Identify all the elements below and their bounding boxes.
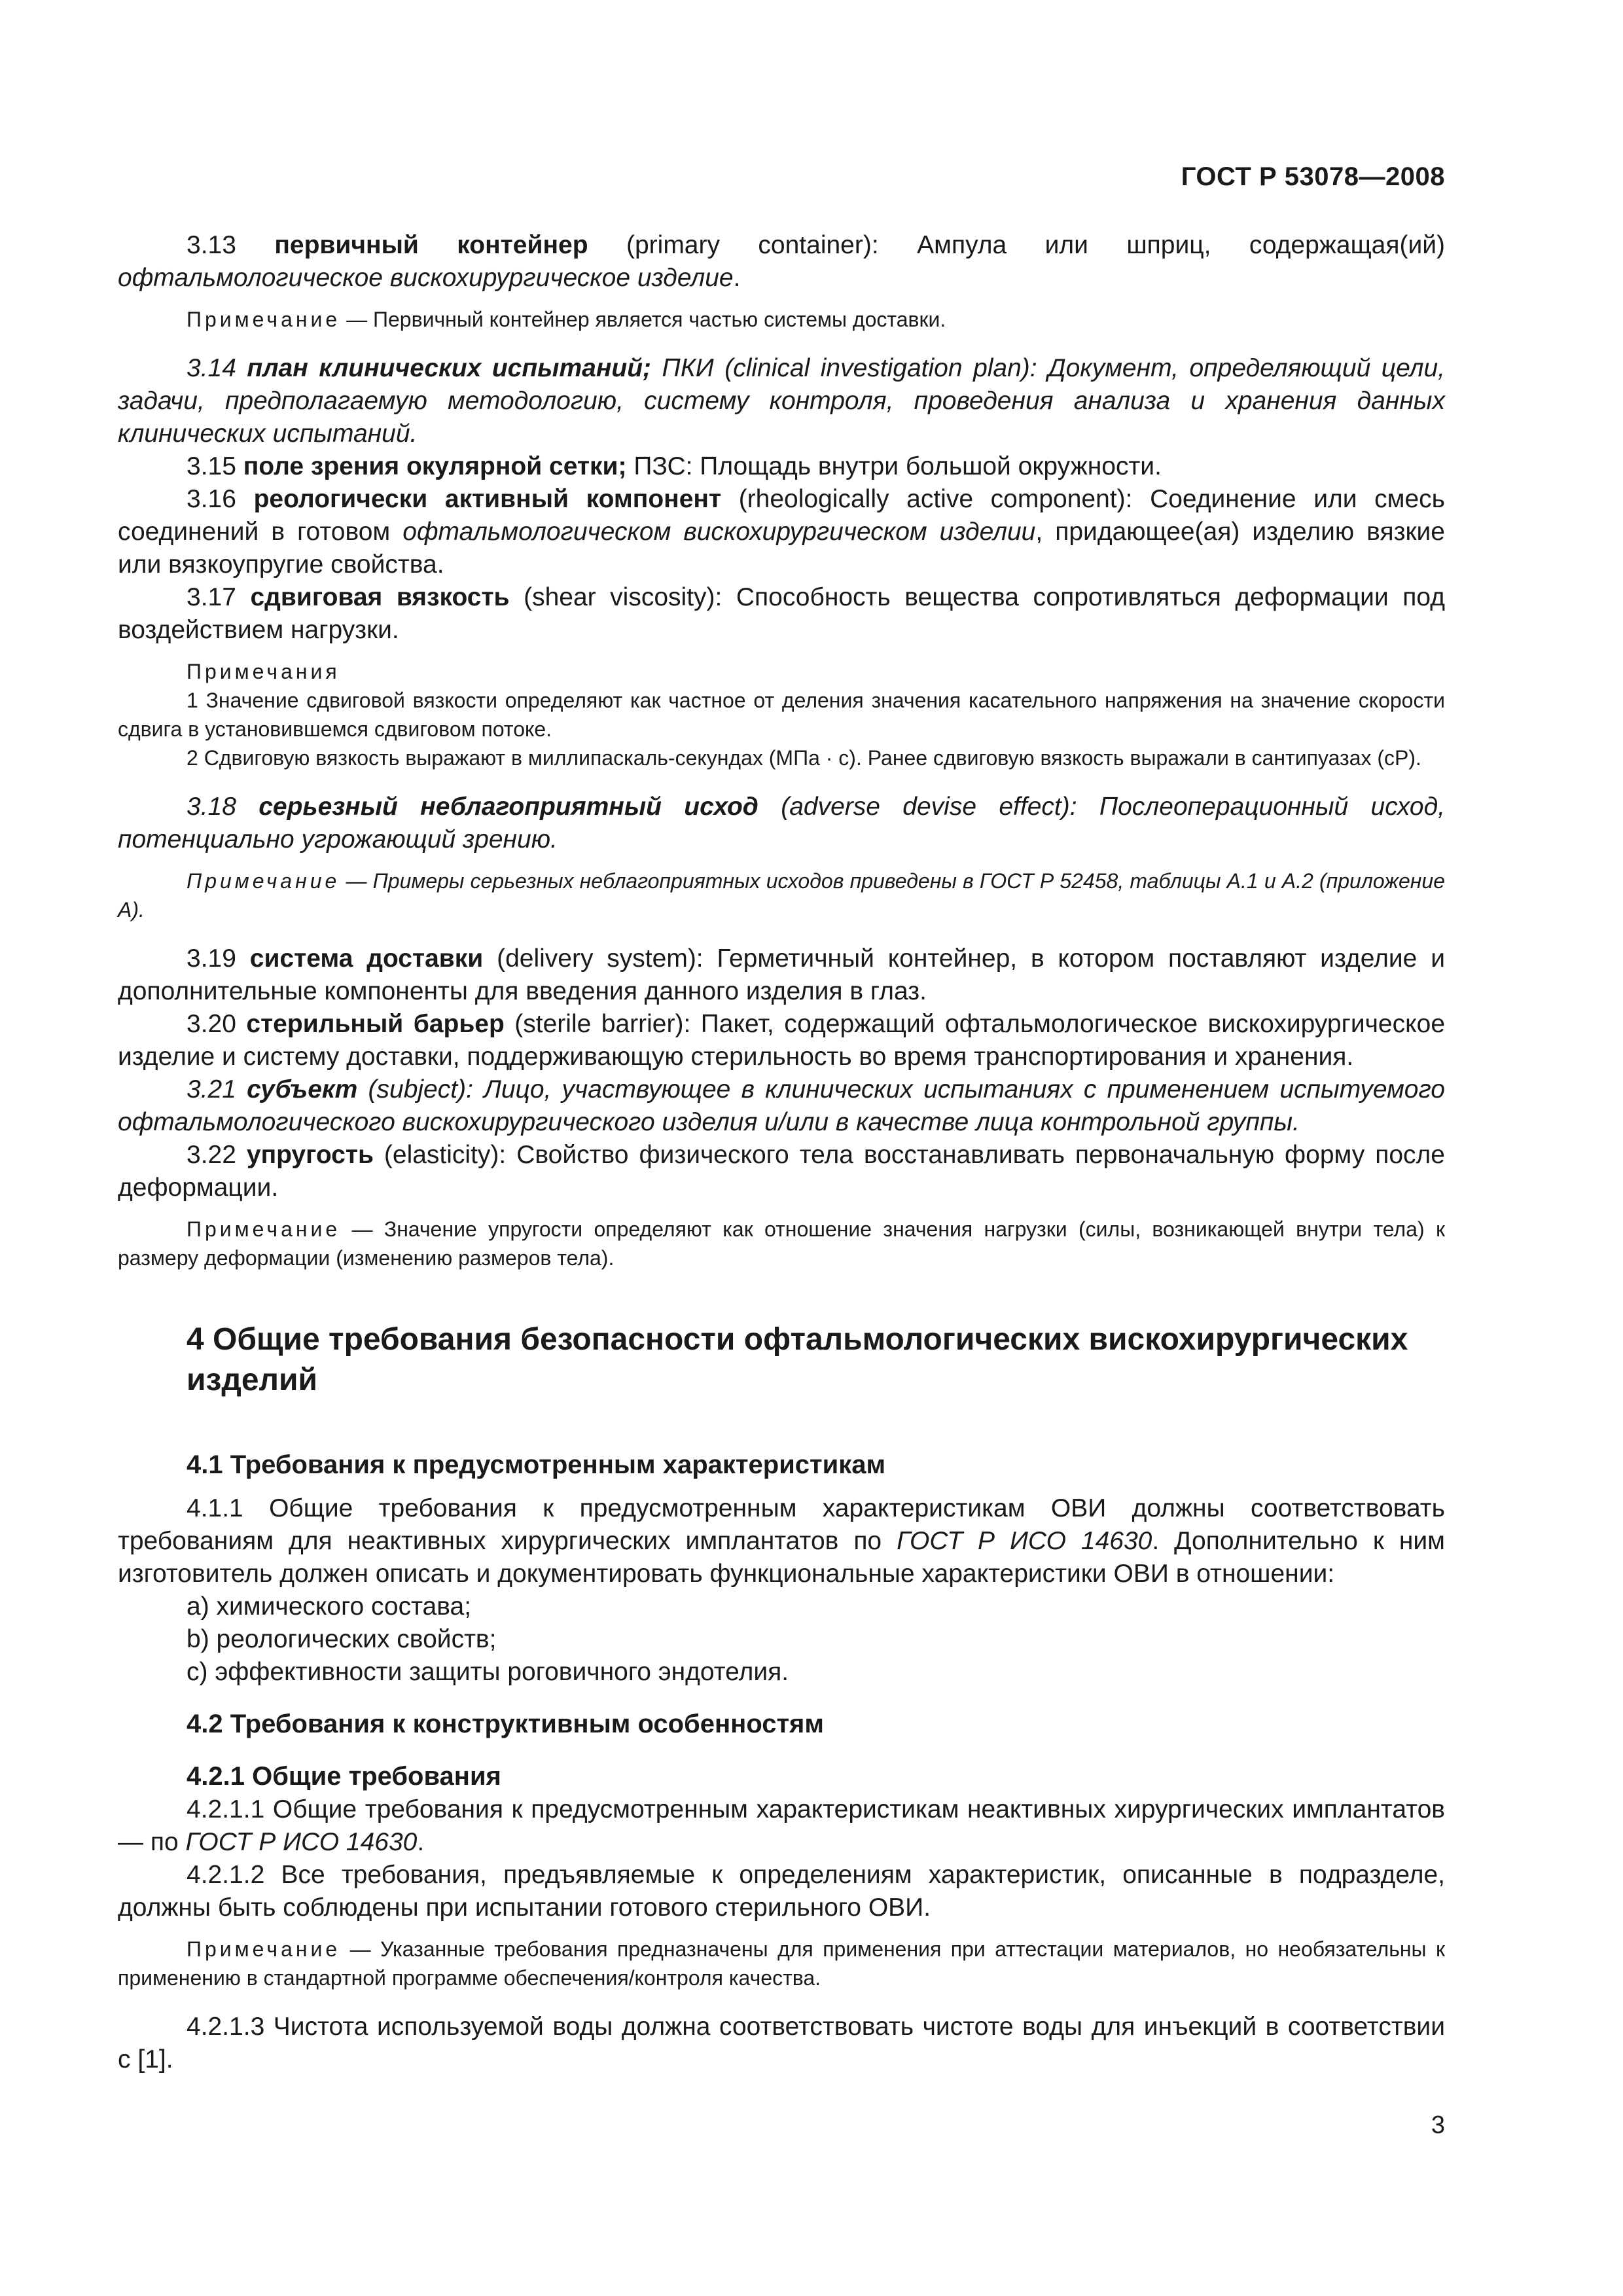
paragraph-4-2-1-3: 4.2.1.3 Чистота используемой воды должна соответствовать чистоте воды для инъекций в соответствии с [1]. (118, 2013, 1445, 2073)
term-english: (primary container) (626, 231, 872, 259)
section-4-heading: 4 Общие требования безопасности офтальмологических вискохирургических изделий (187, 1322, 1408, 1397)
term-3-18 (118, 791, 1445, 856)
list-item-b: b) реологических свойств; (187, 1625, 497, 1653)
term-definition-italic: офтальмологическое вискохирургическое изделие (118, 264, 734, 292)
note-3-17-1: 1 Значение сдвиговой вязкости определяют как частное от деления значения касательного напряжения на значение скорости сдвига в установившемся сдвиговом потоке. (118, 689, 1445, 741)
note-text: — Первичный контейнер является частью системы доставки. (340, 308, 946, 331)
term-3-15 (118, 450, 1445, 483)
term-definition: (subject): Лицо, участвующее в клинических испытаниях с применением испытуемого офтальмологического вискохирургического изделия и/или в качестве лица контрольной группы. (118, 1075, 1445, 1136)
note-label: Примечание (187, 869, 340, 893)
note-label: Примечание (187, 308, 341, 331)
term-number: 3.14 (187, 354, 236, 382)
note-3-18 (118, 867, 1445, 924)
term-name: упругость (246, 1141, 374, 1169)
term-name: сдвиговая вязкость (250, 583, 510, 611)
note-3-22 (118, 1215, 1445, 1272)
term-number: 3.13 (187, 231, 236, 259)
term-name: поле зрения окулярной сетки; (243, 452, 627, 480)
term-definition: ПКИ (clinical investigation plan): Документ, определяющий цели, задачи, предполагаемую методологию, систему контроля, проведения анализа и хранения данных клинических испытаний. (118, 354, 1445, 448)
term-3-17 (118, 581, 1445, 647)
paragraph-4-2-1-2: 4.2.1.2 Все требования, предъявляемые к определениям характеристик, описанные в подразделе, должны быть соблюдены при испытании готового стерильного ОВИ. (118, 1861, 1445, 1922)
term-3-16 (118, 483, 1445, 581)
note-text: — Указанные требования предназначены для применения при аттестации материалов, но необязательны к применению в стандартной программе обеспечения/контроля качества. (118, 1937, 1445, 1990)
standard-reference: ГОСТ Р ИСО 14630 (897, 1527, 1152, 1555)
term-number: 3.17 (187, 583, 236, 611)
page-header: ГОСТ Р 53078—2008 (1181, 162, 1445, 191)
paragraph-text-end: . Дополнительно к ним изготовитель должен описать и документировать функциональные характеристики ОВИ в отношении: (118, 1527, 1445, 1588)
note-3-17-2: 2 Сдвиговую вязкость выражают в миллипаскаль-секундах (МПа · с). Ранее сдвиговую вязкость выражали в сантипуазах (сР). (187, 746, 1421, 770)
term-name: стерильный барьер (246, 1010, 505, 1038)
term-number: 3.15 (187, 452, 236, 480)
term-number: 3.18 (187, 793, 236, 821)
term-definition-end: . (733, 264, 741, 292)
term-3-22 (118, 1139, 1445, 1204)
term-name: план клинических испытаний; (247, 354, 652, 382)
section-4-1-heading: 4.1 Требования к предусмотренным характеристикам (187, 1450, 886, 1479)
term-number: 3.21 (187, 1075, 236, 1103)
notes-label-3-17 (118, 657, 1445, 686)
note-3-13 (118, 305, 1445, 334)
list-item-a: a) химического состава; (187, 1592, 472, 1621)
term-3-20 (118, 1008, 1445, 1073)
paragraph-4-1-1 (118, 1492, 1445, 1590)
page-number: 3 (1431, 2111, 1445, 2139)
section-4-2-heading: 4.2 Требования к конструктивным особенностям (187, 1710, 824, 1738)
term-name: первичный контейнер (274, 231, 588, 259)
term-definition: (rheologically active component): Соединение или смесь соединений в готовом (118, 485, 1445, 546)
paragraph-text: 4.2.1.1 Общие требования к предусмотренным характеристикам неактивных хирургических имплантатов — по (118, 1795, 1445, 1856)
document-body (118, 229, 1445, 2076)
notes-label: Примечания (187, 660, 340, 683)
standard-reference: ГОСТ Р ИСО 14630 (185, 1828, 418, 1856)
term-definition-italic: офтальмологическом вискохирургическом изделии (402, 518, 1036, 546)
term-definition: (delivery system): Герметичный контейнер, в котором поставляют изделие и дополнительные компоненты для введения данного изделия в глаз. (118, 944, 1445, 1005)
note-label: Примечание (187, 1217, 341, 1241)
paragraph-text-end: . (417, 1828, 425, 1856)
term-name: субъект (247, 1075, 358, 1103)
term-definition-end: , придающее(ая) изделию вязкие или вязкоупругие свойства. (118, 518, 1445, 579)
term-number: 3.20 (187, 1010, 236, 1038)
term-number: 3.22 (187, 1141, 236, 1169)
term-definition: : Ампула или шприц, содержащая(ий) (871, 231, 1446, 259)
note-text: — Примеры серьезных неблагоприятных исходов приведены в ГОСТ Р 52458, таблицы А.1 и А.2 (приложение А). (118, 869, 1445, 922)
term-3-13 (118, 229, 1445, 295)
note-text: — Значение упругости определяют как отношение значения нагрузки (силы, возникающей внутри тела) к размеру деформации (изменению размеров тела). (118, 1217, 1445, 1270)
term-name: серьезный неблагоприятный исход (259, 793, 758, 821)
term-3-21 (118, 1073, 1445, 1139)
term-3-14 (118, 352, 1445, 450)
term-name: реологически активный компонент (253, 485, 722, 513)
term-definition: (sterile barrier): Пакет, содержащий офтальмологическое вискохирургическое изделие и систему доставки, поддерживающую стерильность во время транспортирования и хранения. (118, 1010, 1446, 1071)
term-definition: (shear viscosity): Способность вещества сопротивляться деформации под воздействием нагрузки. (118, 583, 1446, 644)
term-number: 3.16 (187, 485, 236, 513)
term-definition: (elasticity): Свойство физического тела восстанавливать первоначальную форму после деформации. (118, 1141, 1445, 1202)
term-definition: (adverse devise effect): Послеоперационный исход, потенциально угрожающий зрению. (118, 793, 1445, 853)
term-definition: ПЗС: Площадь внутри большой окружности. (626, 452, 1162, 480)
paragraph-4-2-1-1 (118, 1793, 1445, 1859)
list-item-c: c) эффективности защиты роговичного эндотелия. (187, 1658, 789, 1686)
note-4-2-1-2 (118, 1935, 1445, 1992)
term-number: 3.19 (187, 944, 236, 973)
paragraph-text: 4.1.1 Общие требования к предусмотренным характеристикам ОВИ должны соответствовать требованиям для неактивных хирургических имплантатов по (118, 1494, 1445, 1555)
note-label: Примечание (187, 1937, 341, 1961)
term-name: система доставки (249, 944, 484, 973)
term-3-19 (118, 942, 1445, 1008)
section-4-2-1-heading: 4.2.1 Общие требования (187, 1762, 501, 1791)
